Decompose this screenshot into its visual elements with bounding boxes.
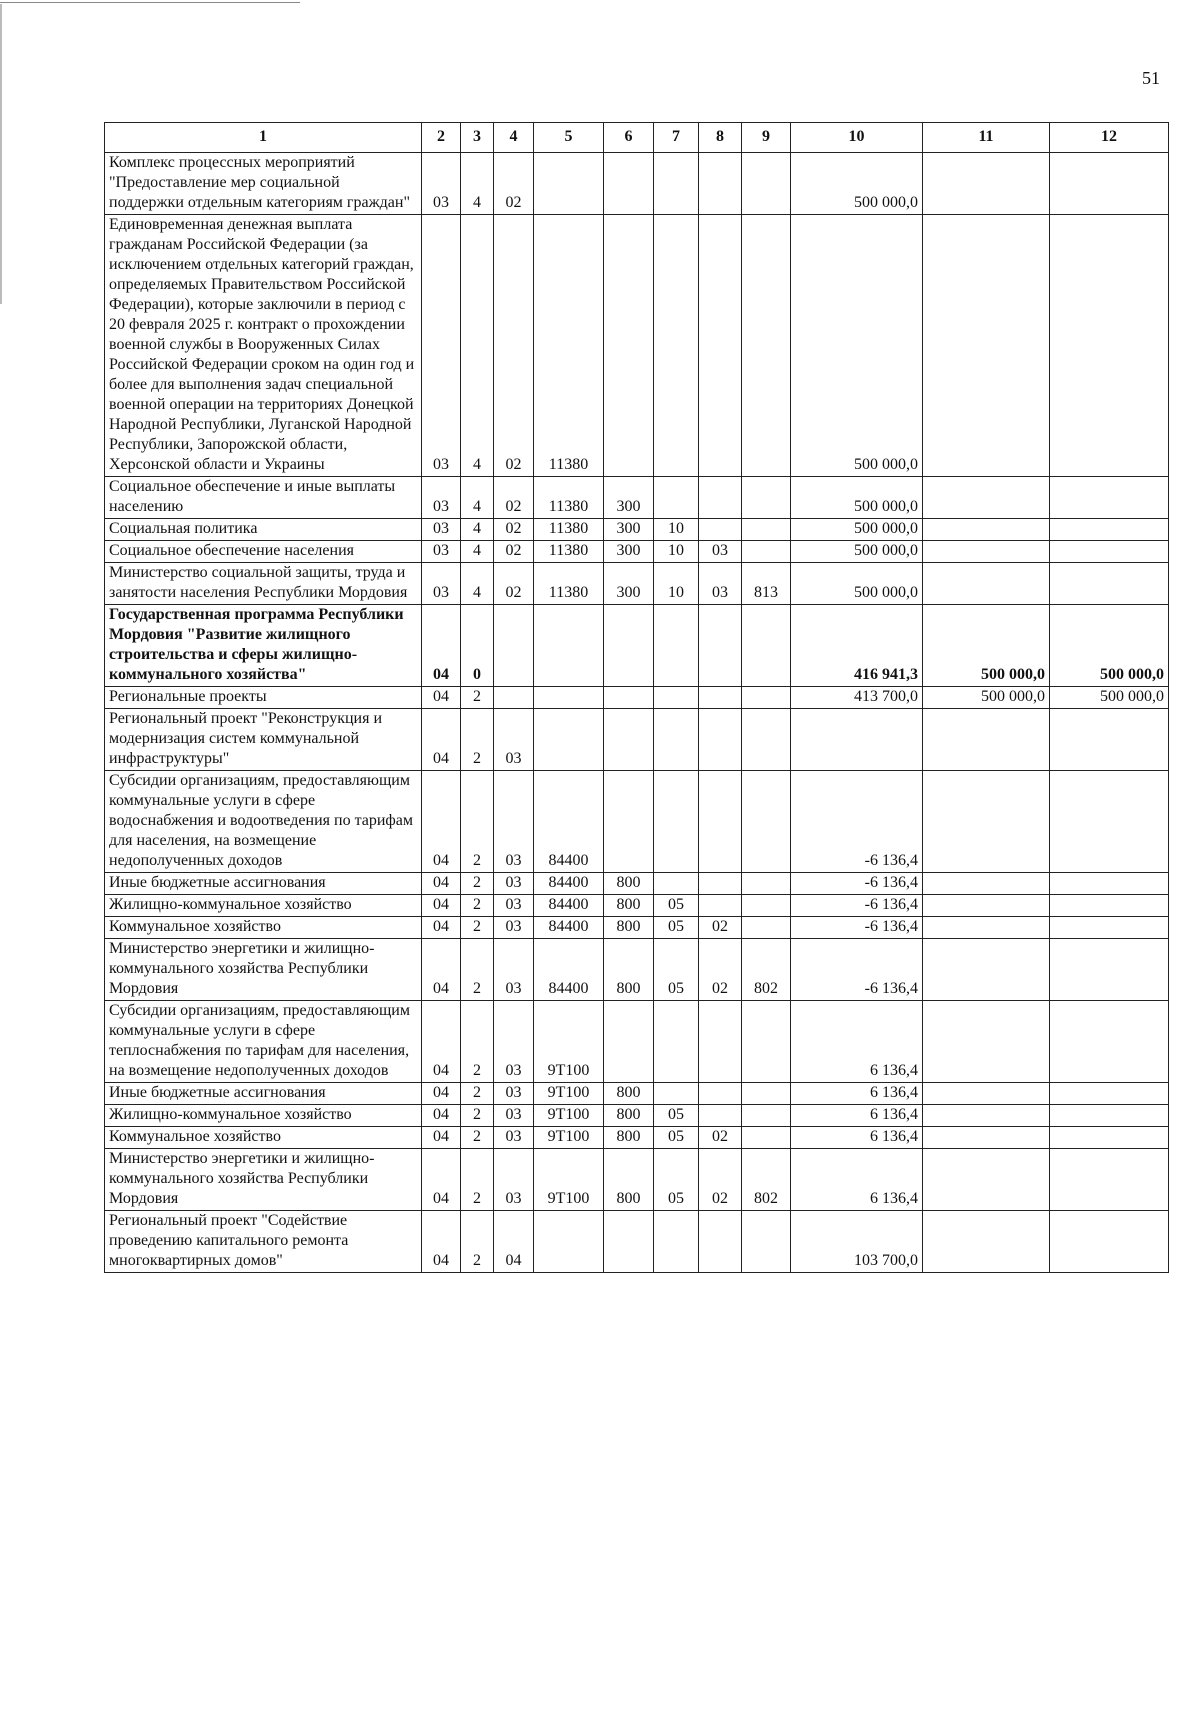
code-cell-c5 (534, 605, 604, 687)
code-cell-c8: 02 (699, 1127, 742, 1149)
code-cell-c4: 03 (494, 1105, 534, 1127)
code-cell-c4: 03 (494, 1127, 534, 1149)
scan-artifact-line (0, 2, 300, 3)
code-cell-c3: 0 (461, 605, 494, 687)
amount-cell-c11 (923, 895, 1050, 917)
code-cell-c9 (742, 541, 791, 563)
code-cell-c2: 03 (422, 563, 461, 605)
amount-cell-c11 (923, 563, 1050, 605)
table-row (105, 1083, 1169, 1105)
row-name: Коммунальное хозяйство (105, 1127, 422, 1149)
amount-cell-c10: 500 000,0 (791, 153, 923, 215)
code-cell-c4: 02 (494, 541, 534, 563)
amount-cell-c10: 500 000,0 (791, 477, 923, 519)
code-cell-c9 (742, 709, 791, 771)
code-cell-c3: 2 (461, 1083, 494, 1105)
code-cell-c2: 04 (422, 687, 461, 709)
code-cell-c5: 9Т100 (534, 1149, 604, 1211)
code-cell-c2: 04 (422, 1149, 461, 1211)
code-cell-c9 (742, 1105, 791, 1127)
code-cell-c7: 05 (654, 1127, 699, 1149)
code-cell-c8 (699, 895, 742, 917)
code-cell-c2: 04 (422, 1127, 461, 1149)
code-cell-c4: 03 (494, 771, 534, 873)
code-cell-c5: 11380 (534, 563, 604, 605)
code-cell-c6 (604, 1001, 654, 1083)
code-cell-c2: 04 (422, 605, 461, 687)
amount-cell-c10: 103 700,0 (791, 1211, 923, 1273)
code-cell-c7 (654, 1001, 699, 1083)
amount-cell-c10: 500 000,0 (791, 215, 923, 477)
code-cell-c8 (699, 771, 742, 873)
amount-cell-c10: -6 136,4 (791, 939, 923, 1001)
code-cell-c3: 4 (461, 519, 494, 541)
column-header: 5 (534, 123, 604, 153)
code-cell-c4: 03 (494, 939, 534, 1001)
code-cell-c5 (534, 1211, 604, 1273)
amount-cell-c11 (923, 477, 1050, 519)
table-header-row (105, 123, 1169, 153)
code-cell-c3: 4 (461, 563, 494, 605)
code-cell-c7 (654, 709, 699, 771)
table-row (105, 541, 1169, 563)
code-cell-c4: 02 (494, 477, 534, 519)
code-cell-c6: 800 (604, 1149, 654, 1211)
code-cell-c8: 03 (699, 541, 742, 563)
amount-cell-c11 (923, 1211, 1050, 1273)
code-cell-c6: 300 (604, 519, 654, 541)
row-name: Региональный проект "Содействие проведению капитального ремонта многоквартирных домов" (105, 1211, 422, 1273)
code-cell-c6 (604, 1211, 654, 1273)
code-cell-c3: 4 (461, 477, 494, 519)
code-cell-c9 (742, 687, 791, 709)
column-header: 6 (604, 123, 654, 153)
code-cell-c5: 84400 (534, 895, 604, 917)
code-cell-c6 (604, 771, 654, 873)
amount-cell-c11 (923, 1001, 1050, 1083)
code-cell-c3: 2 (461, 1105, 494, 1127)
table-row (105, 771, 1169, 873)
amount-cell-c10: -6 136,4 (791, 873, 923, 895)
table-row (105, 153, 1169, 215)
amount-cell-c11 (923, 709, 1050, 771)
amount-cell-c11 (923, 1105, 1050, 1127)
code-cell-c4 (494, 687, 534, 709)
table-row (105, 519, 1169, 541)
amount-cell-c10: -6 136,4 (791, 917, 923, 939)
code-cell-c2: 03 (422, 541, 461, 563)
code-cell-c5 (534, 709, 604, 771)
amount-cell-c11 (923, 153, 1050, 215)
code-cell-c7 (654, 477, 699, 519)
code-cell-c6: 300 (604, 541, 654, 563)
code-cell-c3: 2 (461, 1127, 494, 1149)
code-cell-c5: 84400 (534, 771, 604, 873)
row-name: Субсидии организациям, предоставляющим коммунальные услуги в сфере теплоснабжения по тарифам для населения, на возмещение недополученных доходов (105, 1001, 422, 1083)
amount-cell-c12 (1050, 563, 1169, 605)
code-cell-c7 (654, 605, 699, 687)
code-cell-c4: 03 (494, 709, 534, 771)
amount-cell-c11 (923, 1083, 1050, 1105)
code-cell-c9 (742, 771, 791, 873)
amount-cell-c12 (1050, 1127, 1169, 1149)
code-cell-c3: 2 (461, 895, 494, 917)
code-cell-c4: 02 (494, 519, 534, 541)
row-name: Министерство социальной защиты, труда и занятости населения Республики Мордовия (105, 563, 422, 605)
column-header: 8 (699, 123, 742, 153)
amount-cell-c12 (1050, 1083, 1169, 1105)
code-cell-c6: 800 (604, 917, 654, 939)
table-row (105, 1149, 1169, 1211)
code-cell-c9 (742, 605, 791, 687)
code-cell-c6: 800 (604, 1105, 654, 1127)
amount-cell-c12 (1050, 1211, 1169, 1273)
code-cell-c7 (654, 873, 699, 895)
code-cell-c5: 11380 (534, 477, 604, 519)
page-number: 51 (1142, 68, 1160, 88)
code-cell-c6: 300 (604, 477, 654, 519)
code-cell-c8: 02 (699, 917, 742, 939)
scan-artifact-edge (0, 4, 2, 304)
code-cell-c8 (699, 605, 742, 687)
code-cell-c6: 800 (604, 1127, 654, 1149)
amount-cell-c11 (923, 771, 1050, 873)
amount-cell-c10 (791, 709, 923, 771)
column-header: 3 (461, 123, 494, 153)
table-row (105, 687, 1169, 709)
row-name: Иные бюджетные ассигнования (105, 873, 422, 895)
code-cell-c4: 03 (494, 917, 534, 939)
amount-cell-c11: 500 000,0 (923, 687, 1050, 709)
table-row (105, 477, 1169, 519)
code-cell-c6 (604, 709, 654, 771)
column-header: 9 (742, 123, 791, 153)
code-cell-c3: 2 (461, 1001, 494, 1083)
amount-cell-c12 (1050, 477, 1169, 519)
code-cell-c8: 03 (699, 563, 742, 605)
code-cell-c2: 04 (422, 1001, 461, 1083)
code-cell-c2: 04 (422, 1211, 461, 1273)
code-cell-c2: 03 (422, 519, 461, 541)
code-cell-c5: 84400 (534, 939, 604, 1001)
amount-cell-c11 (923, 1127, 1050, 1149)
table-row (105, 939, 1169, 1001)
amount-cell-c10: 6 136,4 (791, 1105, 923, 1127)
code-cell-c3: 2 (461, 1211, 494, 1273)
amount-cell-c12: 500 000,0 (1050, 687, 1169, 709)
amount-cell-c10: 500 000,0 (791, 519, 923, 541)
code-cell-c3: 2 (461, 873, 494, 895)
code-cell-c3: 4 (461, 153, 494, 215)
table-row (105, 1105, 1169, 1127)
row-name: Жилищно-коммунальное хозяйство (105, 1105, 422, 1127)
code-cell-c4: 02 (494, 215, 534, 477)
column-header: 2 (422, 123, 461, 153)
code-cell-c7: 10 (654, 519, 699, 541)
code-cell-c2: 04 (422, 1105, 461, 1127)
table-row (105, 1001, 1169, 1083)
amount-cell-c10: 6 136,4 (791, 1127, 923, 1149)
table-row (105, 605, 1169, 687)
amount-cell-c12 (1050, 771, 1169, 873)
code-cell-c3: 4 (461, 215, 494, 477)
code-cell-c6: 800 (604, 895, 654, 917)
code-cell-c2: 04 (422, 771, 461, 873)
amount-cell-c10: 6 136,4 (791, 1001, 923, 1083)
table-body (105, 153, 1169, 1273)
table-row (105, 563, 1169, 605)
code-cell-c5: 9Т100 (534, 1127, 604, 1149)
code-cell-c2: 03 (422, 153, 461, 215)
code-cell-c2: 04 (422, 1083, 461, 1105)
code-cell-c9 (742, 1211, 791, 1273)
amount-cell-c10: -6 136,4 (791, 771, 923, 873)
code-cell-c8 (699, 1001, 742, 1083)
code-cell-c4 (494, 605, 534, 687)
row-name: Государственная программа Республики Мордовия "Развитие жилищного строительства и сферы жилищно-коммунального хозяйства" (105, 605, 422, 687)
amount-cell-c10: 6 136,4 (791, 1083, 923, 1105)
row-name: Министерство энергетики и жилищно-коммунального хозяйства Республики Мордовия (105, 1149, 422, 1211)
column-header: 11 (923, 123, 1050, 153)
amount-cell-c11 (923, 939, 1050, 1001)
column-header: 1 (105, 123, 422, 153)
amount-cell-c12 (1050, 1001, 1169, 1083)
code-cell-c7 (654, 1083, 699, 1105)
code-cell-c3: 4 (461, 541, 494, 563)
code-cell-c8 (699, 687, 742, 709)
code-cell-c9 (742, 477, 791, 519)
code-cell-c9 (742, 1001, 791, 1083)
amount-cell-c11 (923, 873, 1050, 895)
code-cell-c5: 9Т100 (534, 1083, 604, 1105)
code-cell-c6 (604, 687, 654, 709)
code-cell-c5: 11380 (534, 519, 604, 541)
code-cell-c5 (534, 153, 604, 215)
amount-cell-c12 (1050, 153, 1169, 215)
code-cell-c8 (699, 1105, 742, 1127)
code-cell-c2: 04 (422, 709, 461, 771)
code-cell-c4: 02 (494, 563, 534, 605)
code-cell-c5: 84400 (534, 917, 604, 939)
amount-cell-c11 (923, 541, 1050, 563)
row-name: Комплекс процессных мероприятий "Предоставление мер социальной поддержки отдельным категориям граждан" (105, 153, 422, 215)
code-cell-c9: 802 (742, 1149, 791, 1211)
amount-cell-c12 (1050, 939, 1169, 1001)
table-row (105, 1127, 1169, 1149)
code-cell-c6: 800 (604, 939, 654, 1001)
code-cell-c8 (699, 709, 742, 771)
amount-cell-c10: 500 000,0 (791, 563, 923, 605)
amount-cell-c12 (1050, 709, 1169, 771)
code-cell-c8 (699, 477, 742, 519)
code-cell-c7 (654, 1211, 699, 1273)
code-cell-c6 (604, 215, 654, 477)
code-cell-c9 (742, 895, 791, 917)
code-cell-c3: 2 (461, 1149, 494, 1211)
amount-cell-c11: 500 000,0 (923, 605, 1050, 687)
column-header: 7 (654, 123, 699, 153)
amount-cell-c12 (1050, 1149, 1169, 1211)
code-cell-c7: 05 (654, 1105, 699, 1127)
amount-cell-c10: 416 941,3 (791, 605, 923, 687)
code-cell-c8 (699, 519, 742, 541)
code-cell-c8 (699, 1083, 742, 1105)
code-cell-c3: 2 (461, 917, 494, 939)
code-cell-c4: 03 (494, 1001, 534, 1083)
code-cell-c7 (654, 771, 699, 873)
amount-cell-c12 (1050, 215, 1169, 477)
amount-cell-c11 (923, 1149, 1050, 1211)
row-name: Иные бюджетные ассигнования (105, 1083, 422, 1105)
amount-cell-c12 (1050, 873, 1169, 895)
code-cell-c7: 05 (654, 1149, 699, 1211)
row-name: Единовременная денежная выплата гражданам Российской Федерации (за исключением отдельных категорий граждан, определяемых Правительством Российской Федерации), которые заключили в период с 20 февраля 2025 г. контракт о прохождении военной службы в Вооруженных Силах Российской Федерации сроком на один год и более для выполнения задач специальной военной операции на территориях Донецкой Народной Республики, Луганской Народной Республики, Запорожской области, Херсонской области и Украины (105, 215, 422, 477)
amount-cell-c10: -6 136,4 (791, 895, 923, 917)
code-cell-c7 (654, 153, 699, 215)
code-cell-c6: 800 (604, 873, 654, 895)
code-cell-c3: 2 (461, 687, 494, 709)
code-cell-c4: 03 (494, 1149, 534, 1211)
column-header: 12 (1050, 123, 1169, 153)
code-cell-c8: 02 (699, 1149, 742, 1211)
row-name: Социальное обеспечение населения (105, 541, 422, 563)
code-cell-c5: 11380 (534, 541, 604, 563)
code-cell-c6: 800 (604, 1083, 654, 1105)
code-cell-c9 (742, 519, 791, 541)
code-cell-c5: 84400 (534, 873, 604, 895)
code-cell-c5: 11380 (534, 215, 604, 477)
amount-cell-c11 (923, 519, 1050, 541)
amount-cell-c10: 413 700,0 (791, 687, 923, 709)
code-cell-c7 (654, 215, 699, 477)
amount-cell-c10: 6 136,4 (791, 1149, 923, 1211)
column-header: 4 (494, 123, 534, 153)
amount-cell-c12 (1050, 541, 1169, 563)
code-cell-c2: 04 (422, 917, 461, 939)
row-name: Субсидии организациям, предоставляющим коммунальные услуги в сфере водоснабжения и водоотведения по тарифам для населения, на возмещение недополученных доходов (105, 771, 422, 873)
code-cell-c8 (699, 1211, 742, 1273)
table-row (105, 215, 1169, 477)
code-cell-c9 (742, 1083, 791, 1105)
budget-table (104, 122, 1169, 1273)
row-name: Министерство энергетики и жилищно-коммунального хозяйства Республики Мордовия (105, 939, 422, 1001)
table-row (105, 917, 1169, 939)
code-cell-c2: 04 (422, 895, 461, 917)
code-cell-c7: 05 (654, 917, 699, 939)
code-cell-c9 (742, 153, 791, 215)
amount-cell-c12 (1050, 895, 1169, 917)
code-cell-c8 (699, 153, 742, 215)
amount-cell-c11 (923, 215, 1050, 477)
code-cell-c2: 04 (422, 939, 461, 1001)
code-cell-c9 (742, 917, 791, 939)
code-cell-c5 (534, 687, 604, 709)
amount-cell-c12: 500 000,0 (1050, 605, 1169, 687)
code-cell-c6: 300 (604, 563, 654, 605)
code-cell-c4: 03 (494, 895, 534, 917)
column-header: 10 (791, 123, 923, 153)
row-name: Жилищно-коммунальное хозяйство (105, 895, 422, 917)
code-cell-c4: 04 (494, 1211, 534, 1273)
code-cell-c4: 03 (494, 1083, 534, 1105)
row-name: Региональные проекты (105, 687, 422, 709)
code-cell-c6 (604, 153, 654, 215)
code-cell-c9 (742, 215, 791, 477)
row-name: Региональный проект "Реконструкция и модернизация систем коммунальной инфраструктуры" (105, 709, 422, 771)
row-name: Социальное обеспечение и иные выплаты населению (105, 477, 422, 519)
code-cell-c7: 10 (654, 541, 699, 563)
code-cell-c5: 9Т100 (534, 1001, 604, 1083)
table-row (105, 895, 1169, 917)
code-cell-c7: 10 (654, 563, 699, 605)
code-cell-c2: 04 (422, 873, 461, 895)
code-cell-c4: 02 (494, 153, 534, 215)
row-name: Коммунальное хозяйство (105, 917, 422, 939)
code-cell-c9: 813 (742, 563, 791, 605)
code-cell-c2: 03 (422, 477, 461, 519)
code-cell-c3: 2 (461, 709, 494, 771)
code-cell-c9 (742, 873, 791, 895)
code-cell-c7: 05 (654, 895, 699, 917)
amount-cell-c12 (1050, 519, 1169, 541)
code-cell-c7: 05 (654, 939, 699, 1001)
code-cell-c7 (654, 687, 699, 709)
amount-cell-c12 (1050, 1105, 1169, 1127)
code-cell-c3: 2 (461, 771, 494, 873)
code-cell-c9 (742, 1127, 791, 1149)
code-cell-c5: 9Т100 (534, 1105, 604, 1127)
amount-cell-c10: 500 000,0 (791, 541, 923, 563)
code-cell-c6 (604, 605, 654, 687)
code-cell-c8 (699, 873, 742, 895)
amount-cell-c11 (923, 917, 1050, 939)
table-row (105, 709, 1169, 771)
table-row (105, 873, 1169, 895)
code-cell-c8 (699, 215, 742, 477)
code-cell-c3: 2 (461, 939, 494, 1001)
table-row (105, 1211, 1169, 1273)
code-cell-c9: 802 (742, 939, 791, 1001)
row-name: Социальная политика (105, 519, 422, 541)
code-cell-c8: 02 (699, 939, 742, 1001)
amount-cell-c12 (1050, 917, 1169, 939)
code-cell-c2: 03 (422, 215, 461, 477)
code-cell-c4: 03 (494, 873, 534, 895)
